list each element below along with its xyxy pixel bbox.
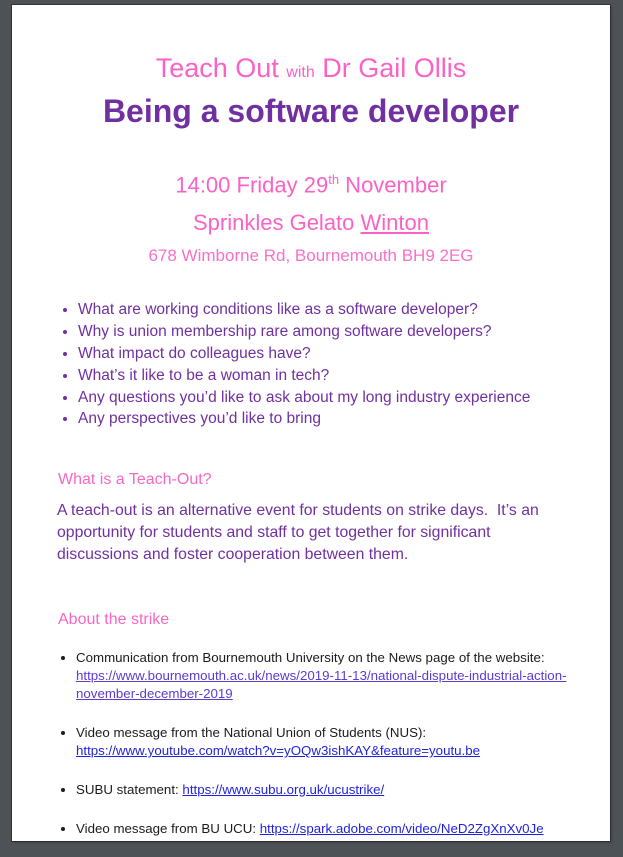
bu-ucu-video-link[interactable]: https://spark.adobe.com/video/NeD2ZgXnXv0Je: [259, 821, 544, 837]
event-venue-name: Sprinkles Gelato: [192, 210, 361, 236]
list-item: [76, 781, 574, 799]
venue-winton-link[interactable]: Winton: [360, 210, 429, 236]
nus-youtube-link[interactable]: https://www.youtube.com/watch?v=yOQw3ishKAY&feature=youtu.be: [76, 743, 481, 759]
strike-links-list: [12, 649, 574, 838]
strike-item-text: SUBU statement:: [76, 782, 183, 798]
subu-statement-link[interactable]: https://www.subu.org.uk/ucustrike/: [182, 782, 385, 798]
list-item: • Why is union membership rare among software developers?: [78, 321, 580, 343]
bu-news-link[interactable]: https://www.bournemouth.ac.uk/news/2019-11-13/national-dispute-industrial-action-november-december-2019: [76, 668, 567, 702]
list-item: [76, 820, 574, 838]
list-item: • What’s it like to be a woman in tech?: [78, 365, 580, 387]
list-item: • Any questions you’d like to ask about my long industry experience: [78, 387, 580, 409]
strike-item-text: Communication from Bournemouth University on the News page of the website:: [76, 650, 545, 666]
list-item: • What impact do colleagues have?: [78, 343, 580, 365]
list-item: • What are working conditions like as a software developer?: [78, 299, 580, 321]
teachout-description: A teach-out is an alternative event for students on strike days. It’s an opportunity for students and staff to get together for significant discussions and foster cooperation between them.: [57, 502, 544, 564]
event-title-with: with: [286, 64, 315, 81]
event-title-main: Teach Out: [155, 53, 287, 83]
discussion-questions-list: [12, 299, 580, 430]
event-date-ordinal: th: [328, 172, 340, 187]
event-title: [12, 51, 610, 90]
event-address: 678 Wimborne Rd, Bournemouth BH9 2EG: [148, 246, 474, 266]
strike-item-text: Video message from the National Union of Students (NUS):: [76, 725, 427, 741]
event-date-post: November: [339, 172, 447, 198]
list-item: [76, 649, 574, 703]
event-title-name: Dr Gail Ollis: [314, 53, 467, 83]
event-datetime: [12, 166, 610, 198]
list-item: • Any perspectives you’d like to bring: [78, 408, 580, 430]
event-date-pre: 14:00 Friday 29: [175, 172, 329, 198]
event-venue: [12, 209, 610, 236]
list-item: [76, 724, 574, 760]
strike-item-text: Video message from BU UCU:: [76, 821, 260, 837]
strike-section-heading: About the strike: [58, 611, 170, 629]
event-subtitle: Being a software developer: [102, 93, 520, 129]
teachout-section-heading: What is a Teach-Out?: [58, 471, 212, 489]
document-page: [12, 5, 610, 841]
